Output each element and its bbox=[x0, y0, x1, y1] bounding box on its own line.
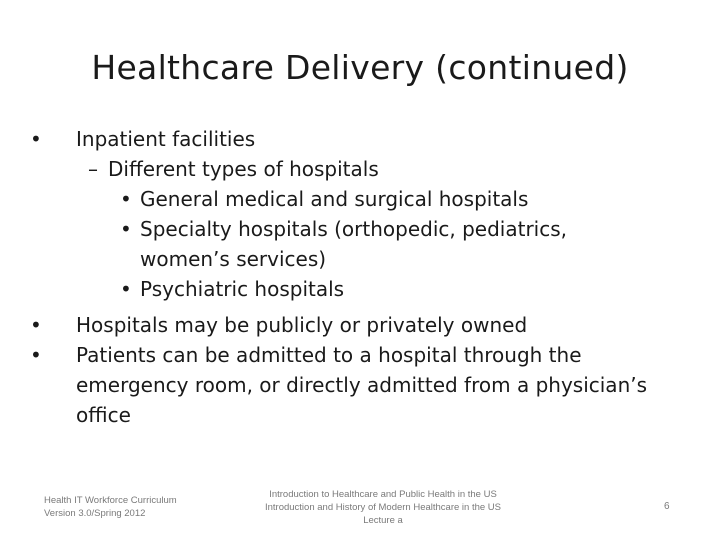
bullet-icon: • bbox=[30, 127, 42, 151]
bullet-icon: • bbox=[30, 343, 42, 367]
footer-curriculum: Health IT Workforce Curriculum bbox=[44, 495, 177, 506]
sub-sub-bullet-text: Psychiatric hospitals bbox=[140, 277, 345, 301]
footer-version: Version 3.0/Spring 2012 bbox=[44, 508, 146, 519]
bullet-icon: • bbox=[30, 313, 42, 337]
footer-center bbox=[230, 488, 536, 527]
footer-course-title: Introduction to Healthcare and Public Health in the US bbox=[269, 489, 497, 500]
bullet-text: Patients can be admitted to a hospital through the bbox=[76, 343, 582, 367]
page-number: 6 bbox=[664, 501, 670, 512]
footer-left bbox=[44, 494, 177, 520]
bullet-text: Inpatient facilities bbox=[76, 127, 256, 151]
sub-sub-bullet-continuation: women’s services) bbox=[140, 247, 327, 271]
footer-unit-title: Introduction and History of Modern Healthcare in the US bbox=[264, 502, 502, 513]
bullet-icon: • bbox=[120, 187, 132, 211]
dash-icon: – bbox=[88, 157, 98, 181]
slide-title: Healthcare Delivery (continued) bbox=[91, 48, 629, 87]
sub-sub-bullet-text: Specialty hospitals (orthopedic, pediatrics, bbox=[140, 217, 567, 241]
bullet-continuation: emergency room, or directly admitted from a physician’s bbox=[76, 373, 648, 397]
sub-sub-bullet-text: General medical and surgical hospitals bbox=[140, 187, 529, 211]
bullet-icon: • bbox=[120, 277, 132, 301]
bullet-continuation: office bbox=[76, 403, 131, 427]
footer-lecture: Lecture a bbox=[363, 515, 403, 526]
bullet-text: Hospitals may be publicly or privately owned bbox=[76, 313, 528, 337]
sub-bullet-text: Different types of hospitals bbox=[108, 157, 379, 181]
bullet-icon: • bbox=[120, 217, 132, 241]
